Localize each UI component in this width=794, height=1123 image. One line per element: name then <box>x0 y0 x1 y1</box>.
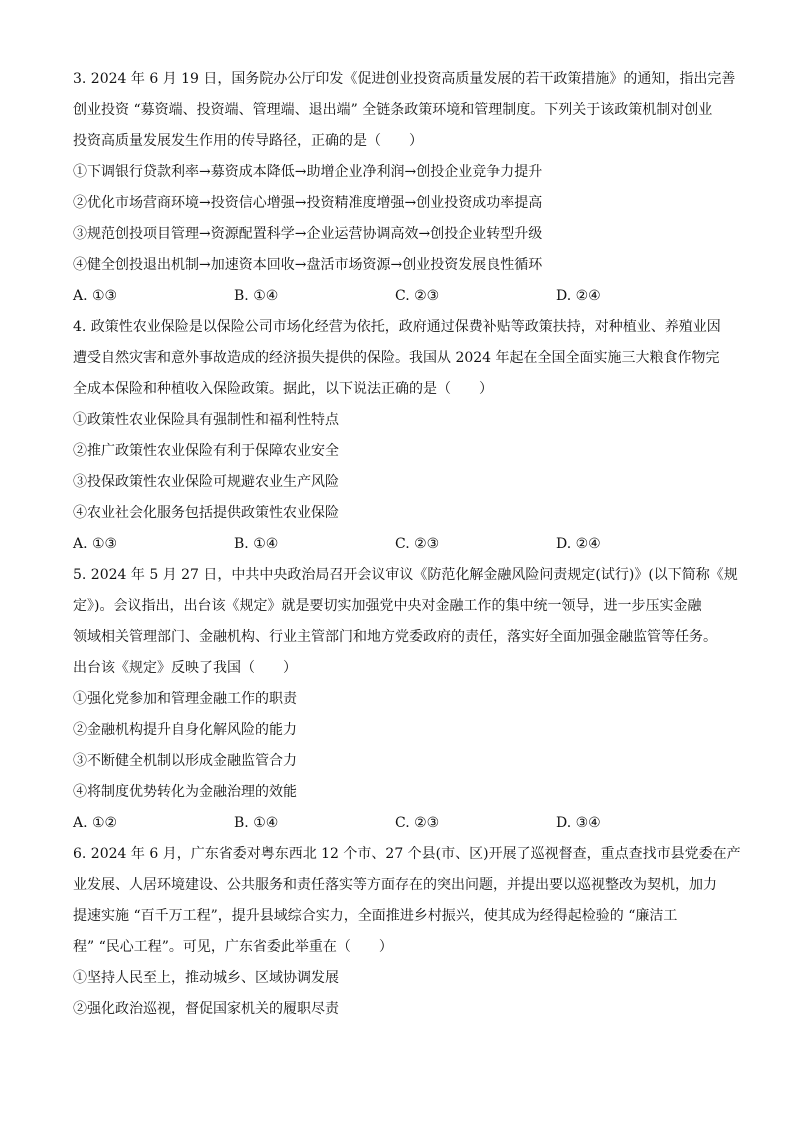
statement-item: ①下调银行贷款利率→募资成本降低→助增企业净利润→创投企业竞争力提升 <box>73 164 543 180</box>
option-a: A. ①③ <box>73 536 118 552</box>
statement-item: ②金融机构提升自身化解风险的能力 <box>73 722 297 738</box>
statement-item: ②推广政策性农业保险有利于保障农业安全 <box>73 443 339 459</box>
statement-item: ③规范创投项目管理→资源配置科学→企业运营协调高效→创投企业转型升级 <box>73 226 543 242</box>
question-stem-line: 领域相关管理部门、金融机构、行业主管部门和地方党委政府的责任，落实好全面加强金融监管等任务。 <box>73 629 717 645</box>
statement-item: ①强化党参加和管理金融工作的职责 <box>73 691 297 707</box>
question-stem-line: 6. 2024 年 6 月，广东省委对粤东西北 12 个市、27 个县(市、区)开展了巡视督查，重点查找市县党委在产 <box>73 846 741 862</box>
option-b: B. ①④ <box>234 288 279 304</box>
statement-item: ④农业社会化服务包括提供政策性农业保险 <box>73 505 339 521</box>
statement-item: ②优化市场营商环境→投资信心增强→投资精准度增强→创业投资成功率提高 <box>73 195 543 211</box>
option-b: B. ①④ <box>234 536 279 552</box>
answer-options <box>73 281 754 312</box>
option-c: C. ②③ <box>395 536 440 552</box>
question-6 <box>73 839 754 1025</box>
question-stem-line: 创业投资 “募资端、投资端、管理端、退出端” 全链条政策环境和管理制度。下列关于该政策机制对创业 <box>73 102 713 118</box>
question-stem-line: 出台该《规定》反映了我国（ ） <box>73 660 297 676</box>
statement-item: ④健全创投退出机制→加速资本回收→盘活市场资源→创业投资发展良性循环 <box>73 257 543 273</box>
question-5 <box>73 560 754 839</box>
option-a: A. ①② <box>73 815 118 831</box>
option-d: D. ②④ <box>556 288 601 304</box>
question-stem-line: 全成本保险和种植收入保险政策。据此，以下说法正确的是（ ） <box>73 381 493 397</box>
question-stem-line: 3. 2024 年 6 月 19 日，国务院办公厅印发《促进创业投资高质量发展的若干政策措施》的通知，指出完善 <box>73 71 736 87</box>
answer-options <box>73 529 754 560</box>
statement-item: ④将制度优势转化为金融治理的效能 <box>73 784 297 800</box>
question-4 <box>73 312 754 560</box>
question-stem-line: 4. 政策性农业保险是以保险公司市场化经营为依托，政府通过保费补贴等政策扶持，对种植业、养殖业因 <box>73 319 721 335</box>
statement-item: ①政策性农业保险具有强制性和福利性特点 <box>73 412 339 428</box>
question-stem-line: 程” “民心工程”。可见，广东省委此举重在（ ） <box>73 939 393 955</box>
option-d: D. ③④ <box>556 815 601 831</box>
answer-options <box>73 808 754 839</box>
question-stem-line: 提速实施 “百千万工程”，提升县域综合实力，全面推进乡村振兴，使其成为经得起检验的 “廉洁工 <box>73 908 678 924</box>
question-stem-line: 投资高质量发展发生作用的传导路径，正确的是（ ） <box>73 133 423 149</box>
question-stem-line: 定》)。会议指出，出台该《规定》就是要切实加强党中央对金融工作的集中统一领导，进一步压实金融 <box>73 598 702 614</box>
question-stem-line: 遭受自然灾害和意外事故造成的经济损失提供的保险。我国从 2024 年起在全国全面实施三大粮食作物完 <box>73 350 720 366</box>
option-b: B. ①④ <box>234 815 279 831</box>
option-d: D. ②④ <box>556 536 601 552</box>
option-c: C. ②③ <box>395 288 440 304</box>
option-c: C. ②③ <box>395 815 440 831</box>
option-a: A. ①③ <box>73 288 118 304</box>
question-3 <box>73 64 754 312</box>
statement-item: ②强化政治巡视，督促国家机关的履职尽责 <box>73 1001 339 1017</box>
question-stem-line: 5. 2024 年 5 月 27 日，中共中央政治局召开会议审议《防范化解金融风险问责规定(试行)》(以下简称《规 <box>73 567 738 583</box>
question-stem-line: 业发展、人居环境建设、公共服务和责任落实等方面存在的突出问题，并提出要以巡视整改为契机，加力 <box>73 877 717 893</box>
statement-item: ①坚持人民至上，推动城乡、区域协调发展 <box>73 970 339 986</box>
statement-item: ③不断健全机制以形成金融监管合力 <box>73 753 297 769</box>
statement-item: ③投保政策性农业保险可规避农业生产风险 <box>73 474 339 490</box>
